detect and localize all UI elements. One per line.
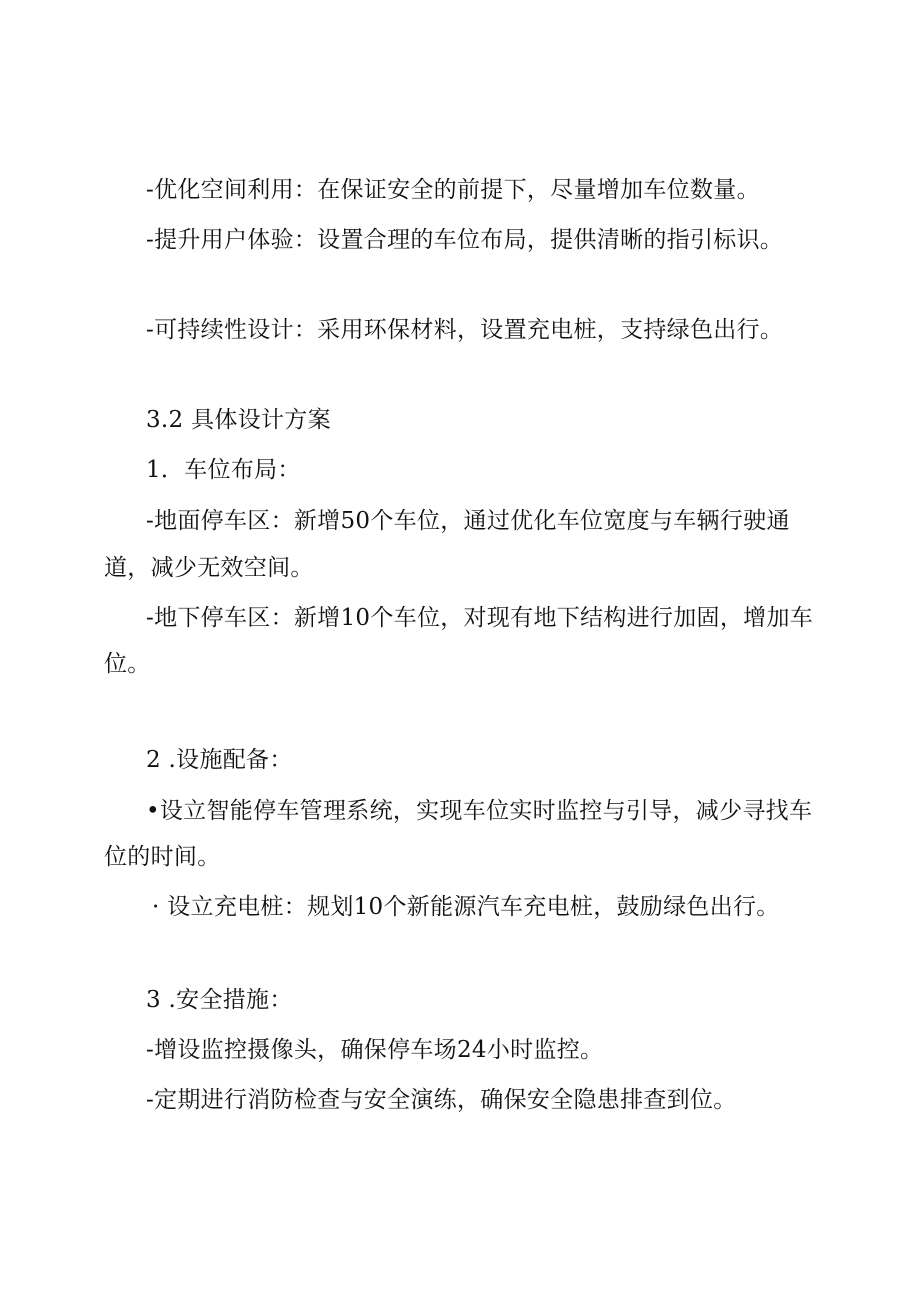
subheading-facilities: 2 .设施配备：	[146, 747, 293, 773]
paragraph-smart-management: •设立智能停车管理系统，实现车位实时监控与引导，减少寻找车	[146, 798, 813, 824]
subheading-parking-layout: 1．车位布局：	[146, 457, 301, 483]
paragraph-underground-parking: -地下停车区：新增10个车位，对现有地下结构进行加固，增加车	[146, 605, 814, 631]
paragraph-underground-parking-continuation: 位。	[104, 651, 151, 677]
paragraph-ground-parking-continuation: 道，减少无效空间。	[104, 555, 314, 581]
paragraph-sustainable-design: -可持续性设计：采用环保材料，设置充电桩，支持绿色出行。	[146, 317, 784, 343]
paragraph-ground-parking: -地面停车区：新增50个车位，通过优化车位宽度与车辆行驶通	[146, 508, 790, 534]
subheading-safety-measures: 3 .安全措施：	[146, 987, 293, 1013]
paragraph-fire-checks: -定期进行消防检查与安全演练，确保安全隐患排查到位。	[146, 1087, 737, 1113]
paragraph-user-experience: -提升用户体验：设置合理的车位布局，提供清晰的指引标识。	[146, 227, 784, 253]
paragraph-cameras: -增设监控摄像头，确保停车场24小时监控。	[146, 1037, 604, 1063]
paragraph-charging-stations: · 设立充电桩：规划10个新能源汽车充电桩，鼓励绿色出行。	[152, 894, 780, 920]
section-heading-3-2: 3.2 具体设计方案	[146, 407, 331, 433]
paragraph-smart-management-continuation: 位的时间。	[104, 844, 221, 870]
paragraph-optimize-space: -优化空间利用：在保证安全的前提下，尽量增加车位数量。	[146, 177, 760, 203]
